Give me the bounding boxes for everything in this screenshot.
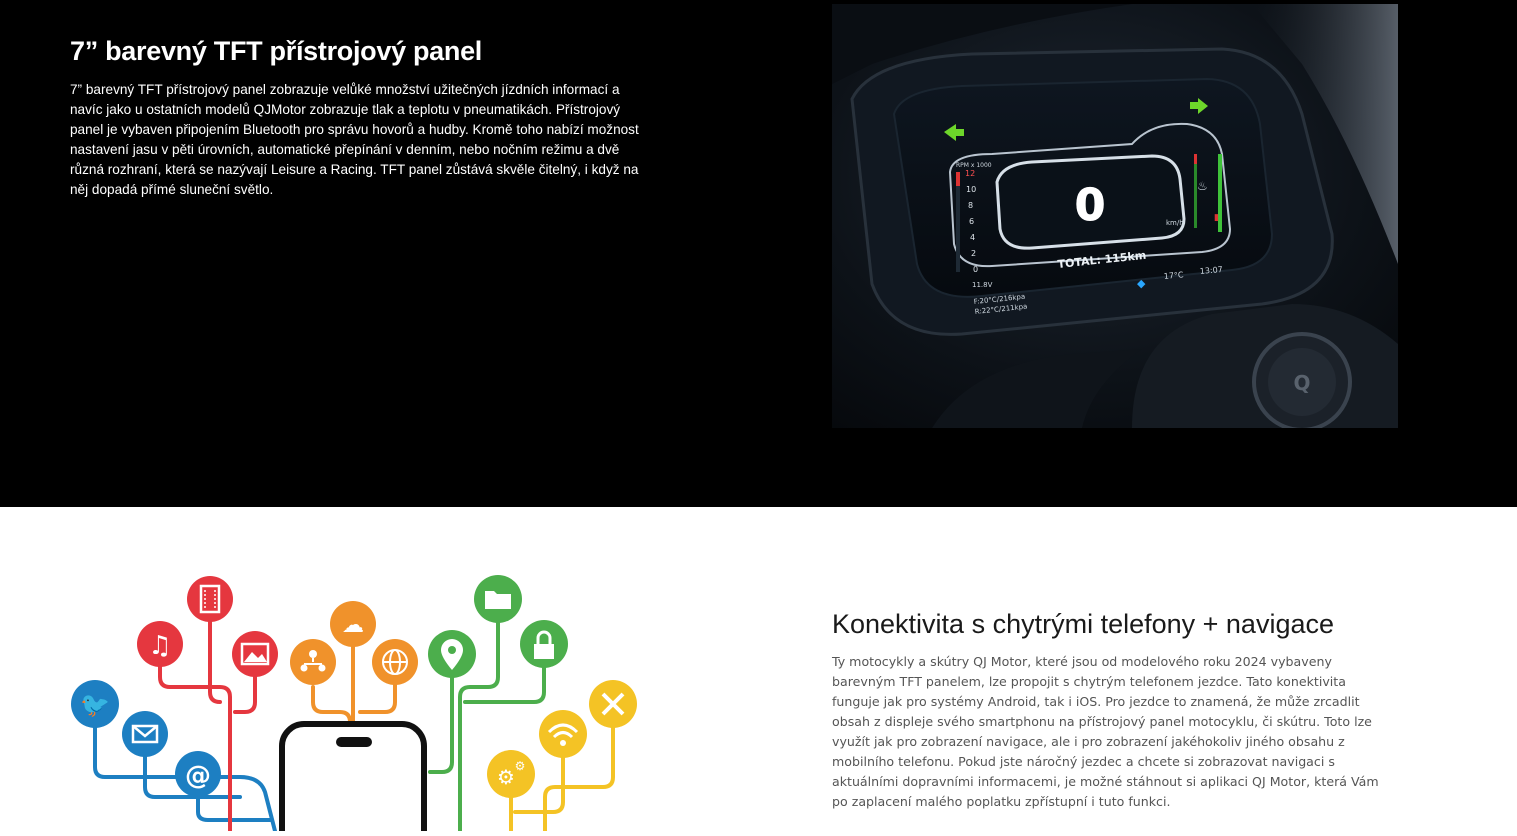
gear-indicator: 0 bbox=[1074, 180, 1106, 231]
gears-icon bbox=[487, 750, 535, 798]
cloud-icon bbox=[330, 601, 376, 647]
tft-section-text: 7” barevný TFT přístrojový panel zobrazuje velůké množství užitečných jízdních informací a navíc jako u ostatních modelů QJMotor zobrazuje tlak a teplotu v pneumatikách. Přístrojový panel je vybaven připojením Bluetooth pro správu hovorů a hudby. Kromě toho nabízí možnost nastavení jasu v pěti úrovních, automatické přepínání v denním, nebo nočním režimu a dvě různá rozhraní, která se nazývají Leisure a Racing. TFT panel zůstává skvěle čitelný, i když na něj dopadá přímé sluneční světlo. bbox=[70, 82, 639, 197]
connectivity-illustration bbox=[60, 562, 660, 831]
wifi-icon bbox=[539, 710, 587, 758]
voltage-readout: 11.8V bbox=[972, 281, 993, 289]
mail-icon bbox=[122, 711, 168, 757]
globe-icon bbox=[372, 639, 418, 685]
location-icon bbox=[428, 630, 476, 678]
rpm-tick: 12 bbox=[965, 169, 976, 178]
rpm-tick: 6 bbox=[969, 217, 975, 226]
folder-icon bbox=[474, 575, 522, 623]
clock-readout: 13:07 bbox=[1199, 265, 1224, 276]
svg-text:⚙: ⚙ bbox=[514, 759, 526, 773]
total-odometer: TOTAL: 115km bbox=[1056, 248, 1147, 271]
connectivity-title: Konektivita s chytrými telefony + navigace bbox=[832, 609, 1334, 639]
connectivity-text: Ty motocykly a skútry QJ Motor, které jsou od modelového roku 2024 vybaveny barevným TFT panelem, lze propojit s chytrým telefonem jezdce. Tato konektivita funguje jak pro systémy Android, tak i iOS. Pro jezdce to znamená, že může zrcadlit obsah z displeje svého smartphonu na přístrojový panel motocyklu, či skútru. Toto lze využít jak pro zobrazení navigace, ale i pro zobrazení jakéhokoliv jiného obsahu z mobilního telefonu. Pokud jste náročný jezdec a chcete si zobrazovat navigaci s aktuálními dopravními informacemi, je možné stáhnout si aplikaci QJ Motor, která Vám po zaplacení malého poplatku zpřístupní i tuto funkci. bbox=[832, 654, 1379, 809]
rpm-tick: 8 bbox=[968, 201, 974, 210]
music-icon bbox=[137, 621, 183, 667]
rpm-tick: 0 bbox=[973, 265, 979, 274]
tft-section-title: 7” barevný TFT přístrojový panel bbox=[70, 36, 483, 66]
at-icon bbox=[175, 751, 221, 797]
tire-front-readout: F:20°C/216kpa bbox=[973, 292, 1026, 306]
bird-icon bbox=[71, 680, 119, 728]
brand-logo: Q bbox=[1293, 371, 1311, 395]
rpm-tick: 10 bbox=[966, 185, 977, 194]
lock-icon bbox=[520, 620, 568, 668]
svg-text:☁: ☁ bbox=[342, 613, 364, 638]
rpm-label: RPM x 1000 bbox=[956, 162, 992, 169]
tire-rear-readout: R:22°C/211kpa bbox=[974, 302, 1028, 316]
rpm-tick: 4 bbox=[970, 233, 976, 242]
fuel-mark: ▮ bbox=[1214, 213, 1219, 223]
network-icon bbox=[290, 639, 336, 685]
film-icon bbox=[187, 576, 233, 622]
svg-text:⚙: ⚙ bbox=[497, 765, 515, 789]
svg-text:♫: ♫ bbox=[148, 631, 172, 661]
ambient-temperature: 17°C bbox=[1163, 270, 1184, 281]
wifi-status-icon: ◆ bbox=[1137, 278, 1146, 290]
dashboard-photo bbox=[832, 4, 1398, 428]
image-icon bbox=[232, 631, 278, 677]
svg-text:🐦: 🐦 bbox=[80, 691, 110, 719]
temperature-icon: ♨ bbox=[1197, 179, 1208, 193]
speed-unit: km/h bbox=[1166, 219, 1184, 227]
svg-text:@: @ bbox=[185, 761, 211, 791]
tools-icon bbox=[589, 680, 637, 728]
rpm-tick: 2 bbox=[971, 249, 977, 258]
